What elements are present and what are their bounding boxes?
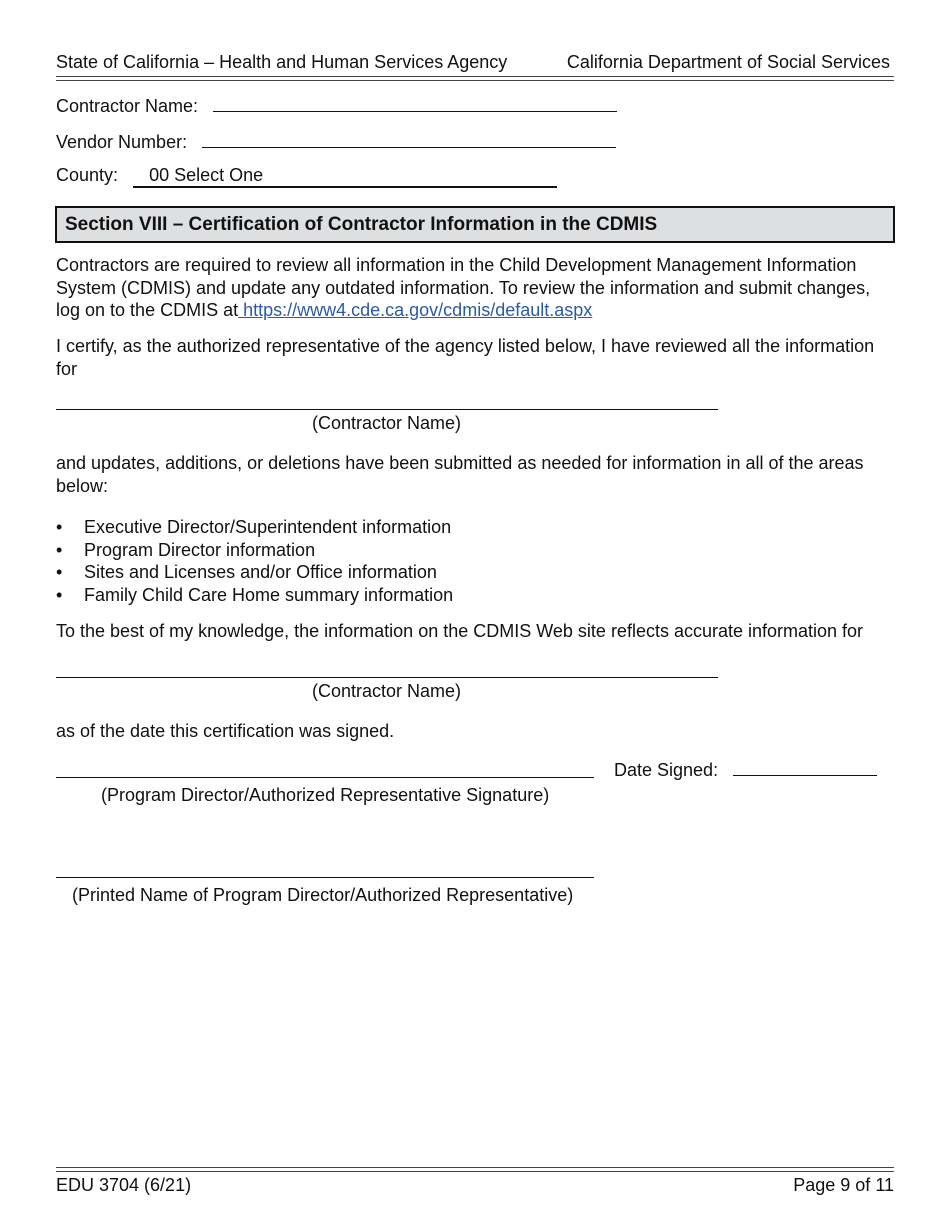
list-item: • Program Director information [56, 539, 453, 562]
footer-rule-top [56, 1167, 894, 1168]
footer-page-number: Page 9 of 11 [793, 1175, 894, 1195]
signature-line[interactable] [56, 777, 594, 778]
list-item: • Family Child Care Home summary information [56, 584, 453, 607]
printed-name-caption: (Printed Name of Program Director/Authorized Representative) [72, 885, 574, 905]
certify-paragraph: I certify, as the authorized representative of the agency listed below, I have reviewed all the information for [56, 336, 875, 379]
header-rule-top [56, 76, 894, 77]
intro-text: Contractors are required to review all information in the Child Development Management Information System (CDMIS) and update any outdated information. To review the information and submit changes, log on to the CDMIS at [56, 255, 871, 320]
as-of-text: as of the date this certification was signed. [56, 721, 395, 741]
header-department: California Department of Social Services [566, 52, 890, 72]
updates-paragraph: and updates, additions, or deletions have been submitted as needed for information in all of the areas below: [56, 453, 864, 496]
contractor-name-row [56, 93, 617, 117]
areas-list [56, 516, 453, 606]
footer-form-id: EDU 3704 (6/21) [56, 1175, 192, 1195]
signature-caption: (Program Director/Authorized Representative Signature) [101, 785, 550, 805]
contractor-name-line-2[interactable] [56, 677, 718, 678]
county-label: County: [56, 165, 119, 185]
section-title: Section VIII – Certification of Contractor Information in the CDMIS [65, 214, 658, 235]
intro-paragraph [56, 254, 898, 322]
cdmis-link[interactable]: https://www4.cde.ca.gov/cdmis/default.aspx [238, 300, 593, 320]
date-signed-label: Date Signed: [614, 760, 719, 780]
section-header [55, 206, 895, 243]
vendor-number-row [56, 129, 616, 153]
date-signed-input[interactable] [733, 757, 877, 776]
printed-name-line[interactable] [56, 877, 594, 878]
vendor-number-label: Vendor Number: [56, 132, 188, 152]
contractor-name-line-1[interactable] [56, 409, 718, 410]
county-select[interactable]: 00 Select One [133, 165, 557, 188]
header-rule-bottom [56, 80, 894, 81]
list-item: • Sites and Licenses and/or Office information [56, 561, 453, 584]
date-signed-row [614, 757, 877, 781]
vendor-number-input[interactable] [202, 129, 616, 148]
header-agency: State of California – Health and Human Services Agency [56, 52, 508, 72]
list-item: • Executive Director/Superintendent information [56, 516, 453, 539]
footer-rule-bottom [56, 1171, 894, 1172]
knowledge-paragraph: To the best of my knowledge, the information on the CDMIS Web site reflects accurate information for [56, 621, 864, 641]
contractor-name-caption-1: (Contractor Name) [312, 413, 462, 433]
contractor-name-label: Contractor Name: [56, 96, 199, 116]
contractor-name-caption-2: (Contractor Name) [312, 681, 462, 701]
county-row [56, 165, 557, 188]
contractor-name-input[interactable] [213, 93, 617, 112]
